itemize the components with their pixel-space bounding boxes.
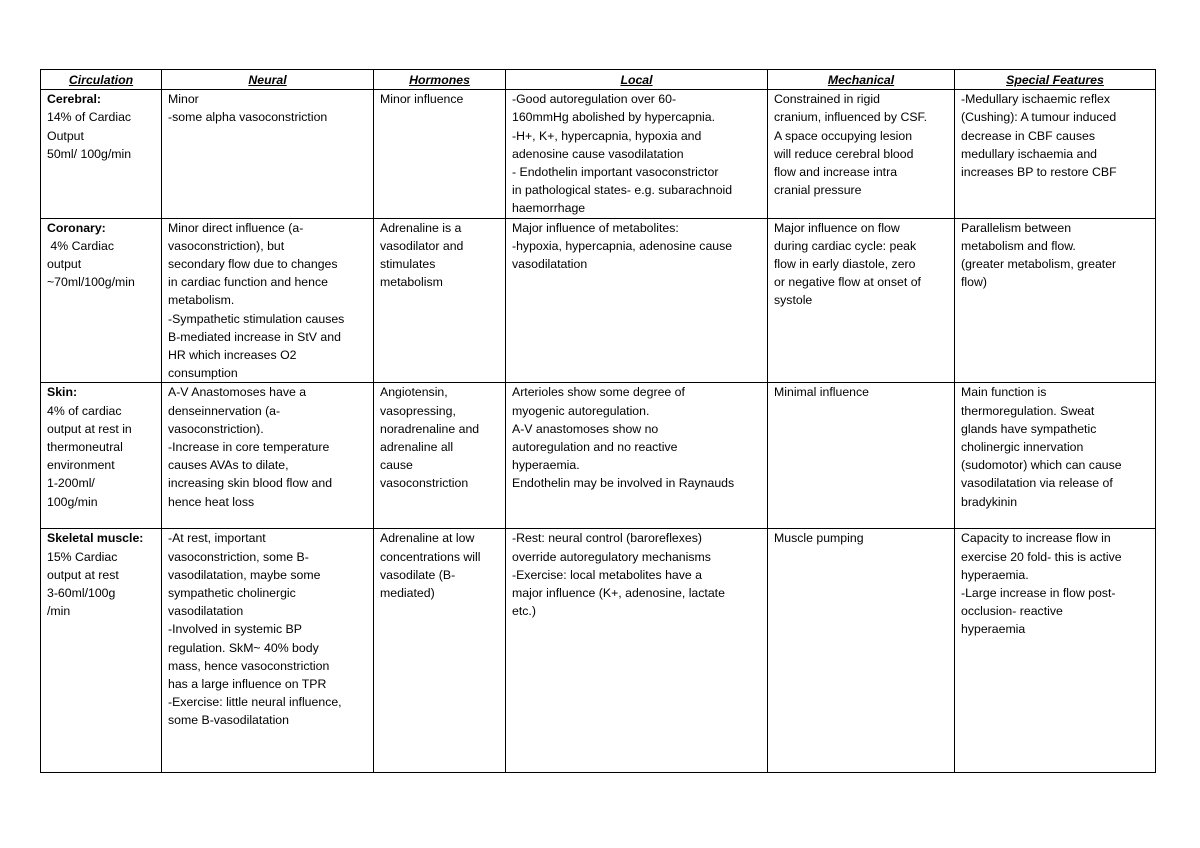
cell-line: /min <box>47 604 71 619</box>
cell-line: -Sympathetic stimulation causes <box>168 311 345 326</box>
cell-line: cholinergic innervation <box>961 440 1084 455</box>
cell-line: vasodilator and <box>380 238 464 253</box>
cell-line: Endothelin may be involved in Raynauds <box>512 476 735 491</box>
cell-line: flow and increase intra <box>774 165 898 180</box>
cell-line: output <box>47 257 82 272</box>
cell-line: flow in early diastole, zero <box>774 257 916 272</box>
cell-line: -hypoxia, hypercapnia, adenosine cause <box>512 238 733 253</box>
cell-line: causes AVAs to dilate, <box>168 458 289 473</box>
cell-hormones <box>374 218 506 383</box>
cell-circulation <box>41 218 162 383</box>
cell-local <box>506 218 768 383</box>
header-mechanical: Mechanical <box>768 70 955 90</box>
cell-line: Minor <box>168 92 199 107</box>
cell-line: -At rest, important <box>168 531 266 546</box>
cell-line: bradykinin <box>961 494 1018 509</box>
cell-line: systole <box>774 293 813 308</box>
cell-line: concentrations will <box>380 549 481 564</box>
cell-line: hence heat loss <box>168 494 255 509</box>
cell-line: -H+, K+, hypercapnia, hypoxia and <box>512 128 702 143</box>
cell-circulation <box>41 383 162 529</box>
cell-line: some B-vasodilatation <box>168 713 289 728</box>
cell-line: during cardiac cycle: peak <box>774 238 917 253</box>
cell-line: -Involved in systemic BP <box>168 622 302 637</box>
cell-line: vasodilate (B- <box>380 567 456 582</box>
cell-line: sympathetic cholinergic <box>168 586 296 601</box>
header-local: Local <box>506 70 768 90</box>
cell-line: A space occupying lesion <box>774 128 913 143</box>
cell-special-features <box>955 90 1156 218</box>
cell-line: (sudomotor) which can cause <box>961 458 1122 473</box>
cell-line: hyperaemia. <box>961 567 1029 582</box>
cell-mechanical <box>768 218 955 383</box>
cell-line: -Exercise: little neural influence, <box>168 695 342 710</box>
cell-line: metabolism and flow. <box>961 238 1076 253</box>
cell-line: occlusion- reactive <box>961 604 1063 619</box>
cell-line: flow) <box>961 275 987 290</box>
cell-line: vasodilatation, maybe some <box>168 567 321 582</box>
cell-line: metabolism. <box>168 293 235 308</box>
cell-line: 160mmHg abolished by hypercapnia. <box>512 110 716 125</box>
cell-hormones <box>374 529 506 773</box>
cell-line: (greater metabolism, greater <box>961 257 1117 272</box>
cell-line: increases BP to restore CBF <box>961 165 1117 180</box>
cell-line: etc.) <box>512 604 536 619</box>
cell-line: output at rest <box>47 567 119 582</box>
cell-special-features <box>955 529 1156 773</box>
cell-line: cause <box>380 458 413 473</box>
cell-line: decrease in CBF causes <box>961 128 1095 143</box>
cell-line: stimulates <box>380 257 436 272</box>
cell-line: 100g/min <box>47 494 98 509</box>
cell-line: vasodilatation <box>168 604 244 619</box>
cell-circulation <box>41 90 162 218</box>
cell-line: Minor influence <box>380 92 464 107</box>
cell-mechanical <box>768 383 955 529</box>
header-neural: Neural <box>162 70 374 90</box>
cell-line: - Endothelin important vasoconstrictor <box>512 165 719 180</box>
cell-line: -Rest: neural control (baroreflexes) <box>512 531 702 546</box>
cell-line: Muscle pumping <box>774 531 864 546</box>
cell-line: vasoconstriction), but <box>168 238 285 253</box>
cell-hormones <box>374 383 506 529</box>
cell-line: vasoconstriction, some B- <box>168 549 309 564</box>
cell-line: Minor direct influence (a- <box>168 220 304 235</box>
table-row-skeletal-muscle <box>41 529 1156 773</box>
cell-line: -Exercise: local metabolites have a <box>512 567 703 582</box>
cell-line: noradrenaline and <box>380 421 480 436</box>
header-circulation: Circulation <box>41 70 162 90</box>
cell-line: mass, hence vasoconstriction <box>168 658 330 673</box>
cell-line: A-V anastomoses show no <box>512 421 659 436</box>
cell-line: -Large increase in flow post- <box>961 586 1116 601</box>
cell-line: myogenic autoregulation. <box>512 403 650 418</box>
cell-line: vasopressing, <box>380 403 456 418</box>
cell-line: override autoregulatory mechanisms <box>512 549 711 564</box>
cell-neural <box>162 383 374 529</box>
cell-line: hyperaemia <box>961 622 1026 637</box>
cell-local <box>506 383 768 529</box>
cell-line: Major influence of metabolites: <box>512 220 679 235</box>
cell-mechanical <box>768 529 955 773</box>
cell-line: consumption <box>168 366 238 381</box>
header-hormones: Hormones <box>374 70 506 90</box>
cell-line: -Medullary ischaemic reflex <box>961 92 1110 107</box>
cell-hormones <box>374 90 506 218</box>
cell-line: in pathological states- e.g. subarachnoid <box>512 183 733 198</box>
cell-line: adenosine cause vasodilatation <box>512 146 684 161</box>
cell-line: or negative flow at onset of <box>774 275 921 290</box>
cell-line: Adrenaline is a <box>380 220 462 235</box>
cell-line: denseinnervation (a- <box>168 403 281 418</box>
cell-line: hyperaemia. <box>512 458 580 473</box>
cell-line: will reduce cerebral blood <box>774 146 914 161</box>
cell-line: Capacity to increase flow in <box>961 531 1111 546</box>
cell-line: vasodilatation via release of <box>961 476 1113 491</box>
cell-line: environment <box>47 458 115 473</box>
cell-line: secondary flow due to changes <box>168 257 338 272</box>
cell-line: 1-200ml/ <box>47 476 95 491</box>
cell-line: Major influence on flow <box>774 220 900 235</box>
header-special-features: Special Features <box>955 70 1156 90</box>
cell-line: in cardiac function and hence <box>168 275 328 290</box>
cell-line: cranial pressure <box>774 183 862 198</box>
cell-neural <box>162 218 374 383</box>
cell-line: Minimal influence <box>774 385 870 400</box>
cell-line: autoregulation and no reactive <box>512 440 678 455</box>
cell-line: thermoregulation. Sweat <box>961 403 1095 418</box>
row-name: Coronary: <box>47 220 106 235</box>
cell-mechanical <box>768 90 955 218</box>
cell-line: regulation. SkM~ 40% body <box>168 640 319 655</box>
cell-line: cranium, influenced by CSF. <box>774 110 928 125</box>
cell-line: mediated) <box>380 586 435 601</box>
cell-line: -Good autoregulation over 60- <box>512 92 677 107</box>
cell-line: adrenaline all <box>380 440 454 455</box>
cell-line: 4% Cardiac <box>47 238 114 253</box>
table-row-coronary <box>41 218 1156 383</box>
cell-circulation <box>41 529 162 773</box>
cell-line: thermoneutral <box>47 440 123 455</box>
cell-line: Parallelism between <box>961 220 1072 235</box>
circulation-table <box>40 69 1156 773</box>
cell-local <box>506 529 768 773</box>
cell-line: B-mediated increase in StV and <box>168 329 341 344</box>
cell-line: has a large influence on TPR <box>168 677 327 692</box>
cell-line: 50ml/ 100g/min <box>47 146 132 161</box>
cell-special-features <box>955 218 1156 383</box>
row-name: Cerebral: <box>47 92 101 107</box>
cell-line: -Increase in core temperature <box>168 440 330 455</box>
cell-line: -some alpha vasoconstriction <box>168 110 328 125</box>
cell-line: haemorrhage <box>512 201 586 216</box>
cell-neural <box>162 529 374 773</box>
header-row <box>41 70 1156 90</box>
cell-line: Main function is <box>961 385 1047 400</box>
cell-line: medullary ischaemia and <box>961 146 1098 161</box>
table-row-cerebral <box>41 90 1156 218</box>
row-name: Skeletal muscle: <box>47 531 144 546</box>
cell-line: ~70ml/100g/min <box>47 275 135 290</box>
cell-line: Adrenaline at low <box>380 531 475 546</box>
cell-line: A-V Anastomoses have a <box>168 385 307 400</box>
cell-line: output at rest in <box>47 421 132 436</box>
cell-line: 3-60ml/100g <box>47 586 116 601</box>
cell-local <box>506 90 768 218</box>
cell-line: vasoconstriction <box>380 476 469 491</box>
cell-line: major influence (K+, adenosine, lactate <box>512 586 725 601</box>
cell-line: Angiotensin, <box>380 385 448 400</box>
cell-line: exercise 20 fold- this is active <box>961 549 1122 564</box>
cell-line: metabolism <box>380 275 443 290</box>
cell-line: HR which increases O2 <box>168 348 297 363</box>
cell-line: 4% of cardiac <box>47 403 122 418</box>
cell-special-features <box>955 383 1156 529</box>
cell-line: Arterioles show some degree of <box>512 385 685 400</box>
cell-line: vasodilatation <box>512 257 588 272</box>
table-row-skin <box>41 383 1156 529</box>
cell-line: glands have sympathetic <box>961 421 1097 436</box>
cell-line: (Cushing): A tumour induced <box>961 110 1117 125</box>
cell-line: 14% of Cardiac <box>47 110 132 125</box>
cell-line: vasoconstriction). <box>168 421 264 436</box>
cell-line: Constrained in rigid <box>774 92 880 107</box>
cell-line: 15% Cardiac <box>47 549 118 564</box>
cell-neural <box>162 90 374 218</box>
cell-line: increasing skin blood flow and <box>168 476 333 491</box>
row-name: Skin: <box>47 385 78 400</box>
cell-line: Output <box>47 128 84 143</box>
